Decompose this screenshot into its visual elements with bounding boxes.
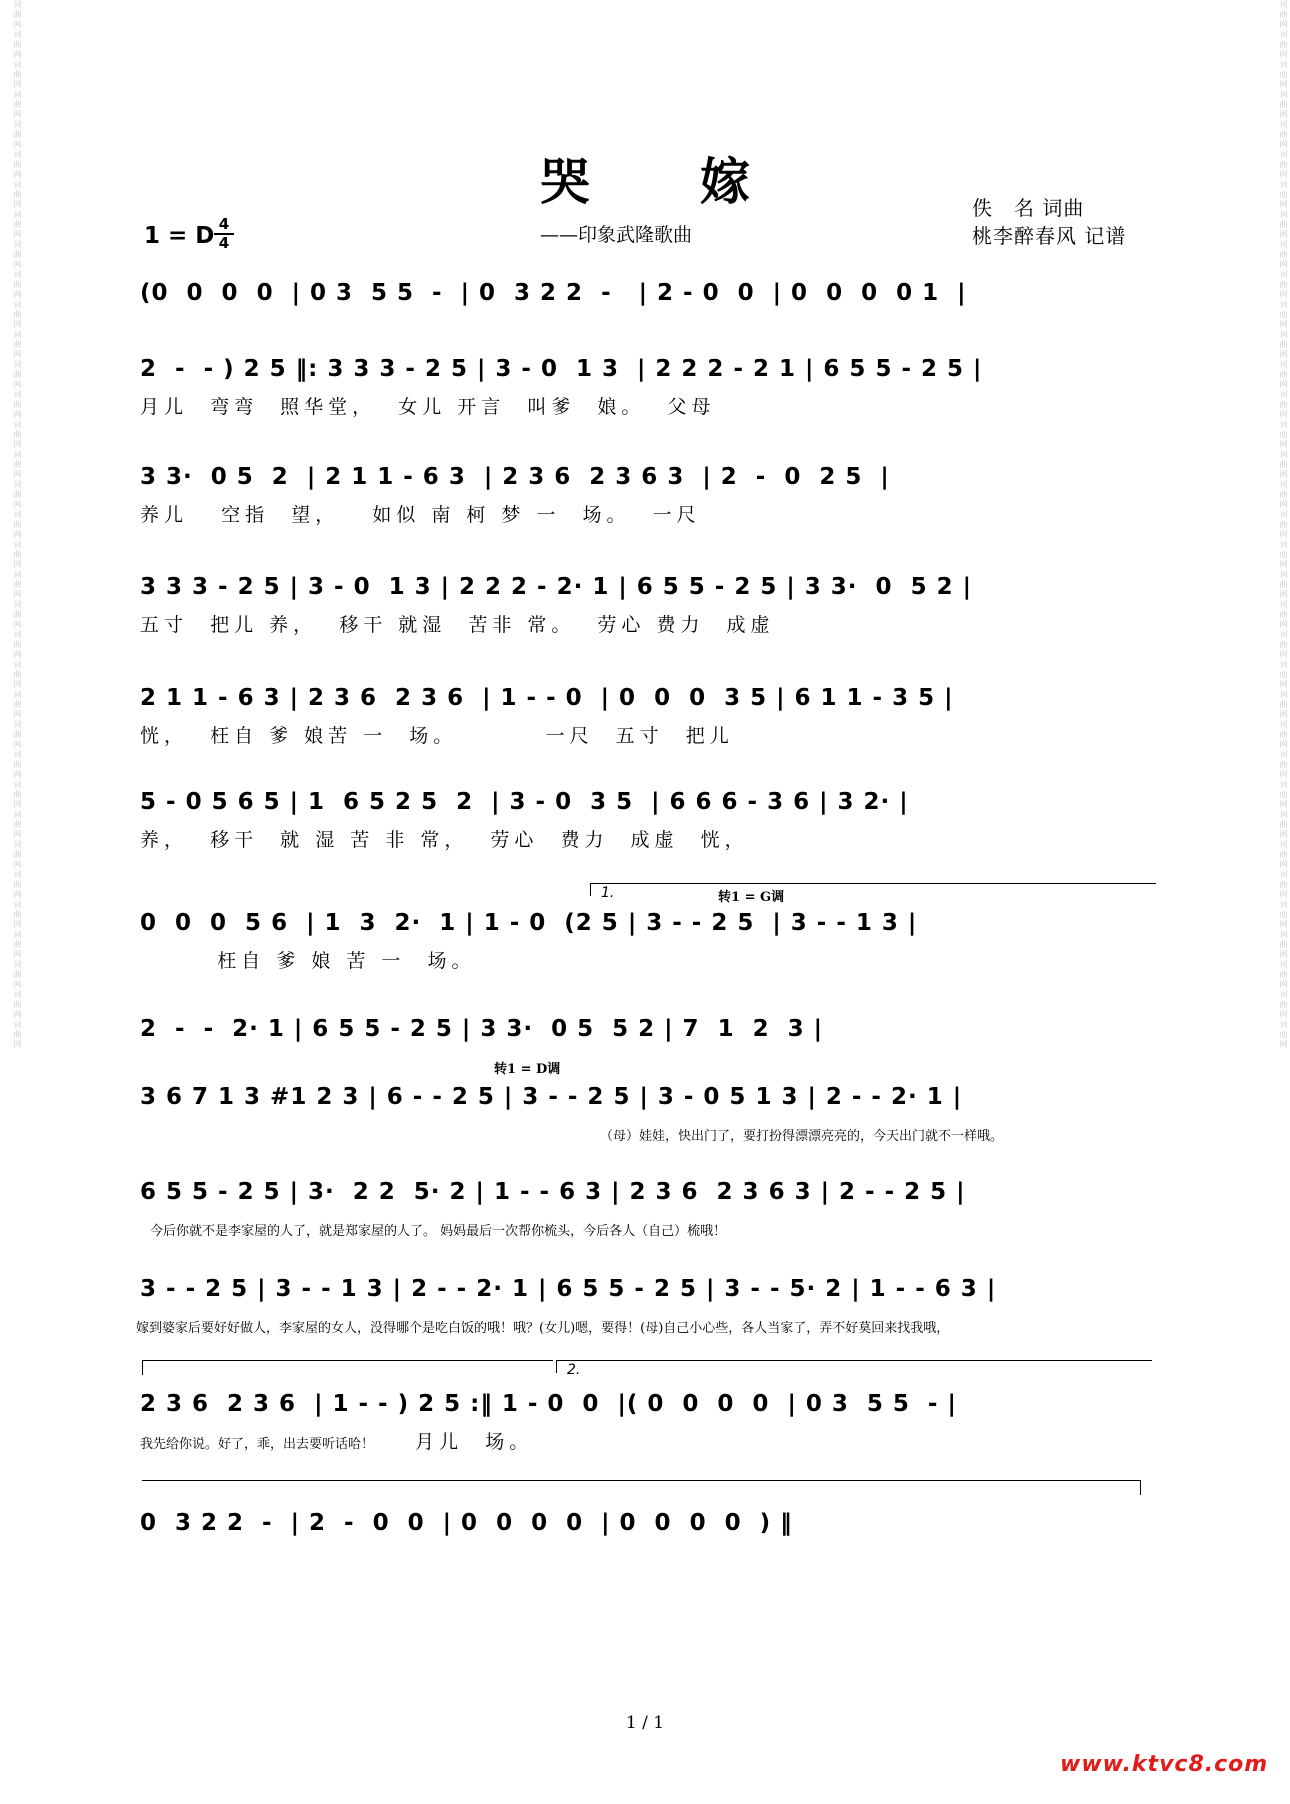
row-notes: 2 - - ) 2 5 ‖: 3 3 3 - 2 5 | 3 - 0 1 3 | 2 2 2 - 2 1 | 6 5 5 - 2 5 | [140, 356, 983, 382]
row-notes: 3 3 3 - 2 5 | 3 - 0 1 3 | 2 2 2 - 2· 1 | 6 5 5 - 2 5 | 3 3· 0 5 2 | [140, 574, 972, 600]
score-row-12 [140, 1387, 1150, 1457]
score-row-11 [136, 1272, 1150, 1340]
score-row-2 [140, 352, 1150, 422]
score-row-5 [140, 681, 1150, 751]
score-row-3 [140, 460, 1150, 530]
time-signature [214, 216, 234, 252]
row-lyrics: 养儿 空指 望， 如似 南 柯 梦 一 场。 一尺 [140, 504, 701, 526]
modulation-g: 转1 = G调 [718, 890, 785, 905]
score-row-1 [140, 276, 1150, 310]
left-border-strip [0, 0, 24, 1804]
time-signature-top: 4 [218, 215, 230, 233]
spoken-dialog: 今后你就不是李家屋的人了，就是郑家屋的人了。 妈妈最后一次帮你梳头，今后各人（自己）梳哦！ [150, 1224, 727, 1239]
left-border-text: 词曲网词曲网词曲网词曲网词曲网词曲网词曲网词曲网词曲网词曲网词曲网词曲网词曲网词曲网词曲网词曲网词曲网词曲网词曲网词曲网词曲网词曲网词曲网词曲网词曲网词曲网词曲网词曲网词曲网词曲网词曲网词曲网词曲网词曲网词曲网 [13, 0, 22, 1050]
volta-2-bracket [556, 1360, 1152, 1378]
row-notes: 5 - 0 5 6 5 | 1 6 5 2 5 2 | 3 - 0 3 5 | 6 6 6 - 3 6 | 3 2· | [140, 789, 909, 815]
row-lyrics: 月儿 场。 [415, 1431, 534, 1453]
score-row-6 [140, 785, 1150, 855]
site-watermark: www.ktvc8.com [1060, 1752, 1269, 1777]
row-lyrics: 枉自 爹 娘 苦 一 场。 [140, 950, 476, 972]
row-notes: 2 1 1 - 6 3 | 2 3 6 2 3 6 | 1 - - 0 | 0 0 0 3 5 | 6 1 1 - 3 5 | [140, 685, 954, 711]
volta-2-label: 2. [567, 1362, 581, 1378]
volta-1-label: 1. [601, 885, 615, 901]
modulation-d: 转1 = D调 [494, 1062, 561, 1077]
key-signature: 1 = D [144, 223, 215, 249]
row-notes: (0 0 0 0 | 0 3 5 5 - | 0 3 2 2 - | 2 - 0 0 | 0 0 0 0 1 | [140, 280, 967, 306]
volta-2-continuation [142, 1480, 1141, 1495]
row-lyrics: 月儿 弯弯 照华堂， 女儿 开言 叫爹 娘。 父母 [140, 396, 716, 418]
row-notes: 3 - - 2 5 | 3 - - 1 3 | 2 - - 2· 1 | 6 5 5 - 2 5 | 3 - - 5· 2 | 1 - - 6 3 | [140, 1276, 997, 1302]
row-notes: 2 3 6 2 3 6 | 1 - - ) 2 5 :‖ 1 - 0 0 |( 0 0 0 0 | 0 3 5 5 - | [140, 1391, 957, 1417]
score-row-13 [140, 1506, 1150, 1540]
row-notes: 2 - - 2· 1 | 6 5 5 - 2 5 | 3 3· 0 5 5 2 | 7 1 2 3 | [140, 1016, 824, 1042]
score-row-7 [140, 906, 1150, 976]
score-row-4 [140, 570, 1150, 640]
song-title: 哭嫁 [540, 152, 860, 211]
right-border-strip [1266, 0, 1290, 1804]
row-lyrics: 恍， 枉自 爹 娘苦 一 场。 一尺 五寸 把儿 [140, 725, 734, 747]
time-signature-bottom: 4 [214, 233, 234, 252]
spoken-dialog: 嫁到婆家后要好好做人，李家屋的女人，没得哪个是吃白饭的哦！哦？(女儿)嗯，要得！(母)自己小心些，各人当家了，弄不好莫回来找我哦， [136, 1321, 950, 1336]
volta-1-continuation [142, 1360, 553, 1375]
row-notes: 0 0 0 5 6 | 1 3 2· 1 | 1 - 0 (2 5 | 3 - - 2 5 | 3 - - 1 3 | [140, 910, 918, 936]
score-row-9 [140, 1080, 1150, 1148]
spoken-dialog: 我先给你说。好了，乖，出去要听话哈！ [140, 1437, 375, 1452]
transcriber-credit: 桃李醉春风 记谱 [972, 224, 1127, 248]
row-notes: 6 5 5 - 2 5 | 3· 2 2 5· 2 | 1 - - 6 3 | 2 3 6 2 3 6 3 | 2 - - 2 5 | [140, 1179, 966, 1205]
row-notes: 0 3 2 2 - | 2 - 0 0 | 0 0 0 0 | 0 0 0 0 ) ‖ [140, 1510, 793, 1536]
page-number: 1 / 1 [625, 1713, 665, 1733]
row-notes: 3 6 7 1 3 #1 2 3 | 6 - - 2 5 | 3 - - 2 5 | 3 - 0 5 1 3 | 2 - - 2· 1 | [140, 1084, 963, 1110]
row-lyrics: 五寸 把儿 养， 移干 就湿 苦非 常。 劳心 费力 成虚 [140, 614, 775, 636]
right-border-text: 词曲网词曲网词曲网词曲网词曲网词曲网词曲网词曲网词曲网词曲网词曲网词曲网词曲网词曲网词曲网词曲网词曲网词曲网词曲网词曲网词曲网词曲网词曲网词曲网词曲网词曲网词曲网词曲网词曲网词曲网词曲网词曲网词曲网词曲网词曲网 [1279, 0, 1288, 1050]
score-row-10 [140, 1175, 1150, 1243]
score-row-8 [140, 1012, 1150, 1046]
song-subtitle: ——印象武隆歌曲 [540, 224, 693, 246]
row-notes: 3 3· 0 5 2 | 2 1 1 - 6 3 | 2 3 6 2 3 6 3 | 2 - 0 2 5 | [140, 464, 890, 490]
row-lyrics: 养， 移干 就 湿 苦 非 常， 劳心 费力 成虚 恍， [140, 829, 749, 851]
composer-credit: 佚 名 词曲 [972, 196, 1085, 220]
spoken-dialog: （母）娃娃，快出门了，要打扮得漂漂亮亮的，今天出门就不一样哦。 [600, 1129, 1004, 1144]
